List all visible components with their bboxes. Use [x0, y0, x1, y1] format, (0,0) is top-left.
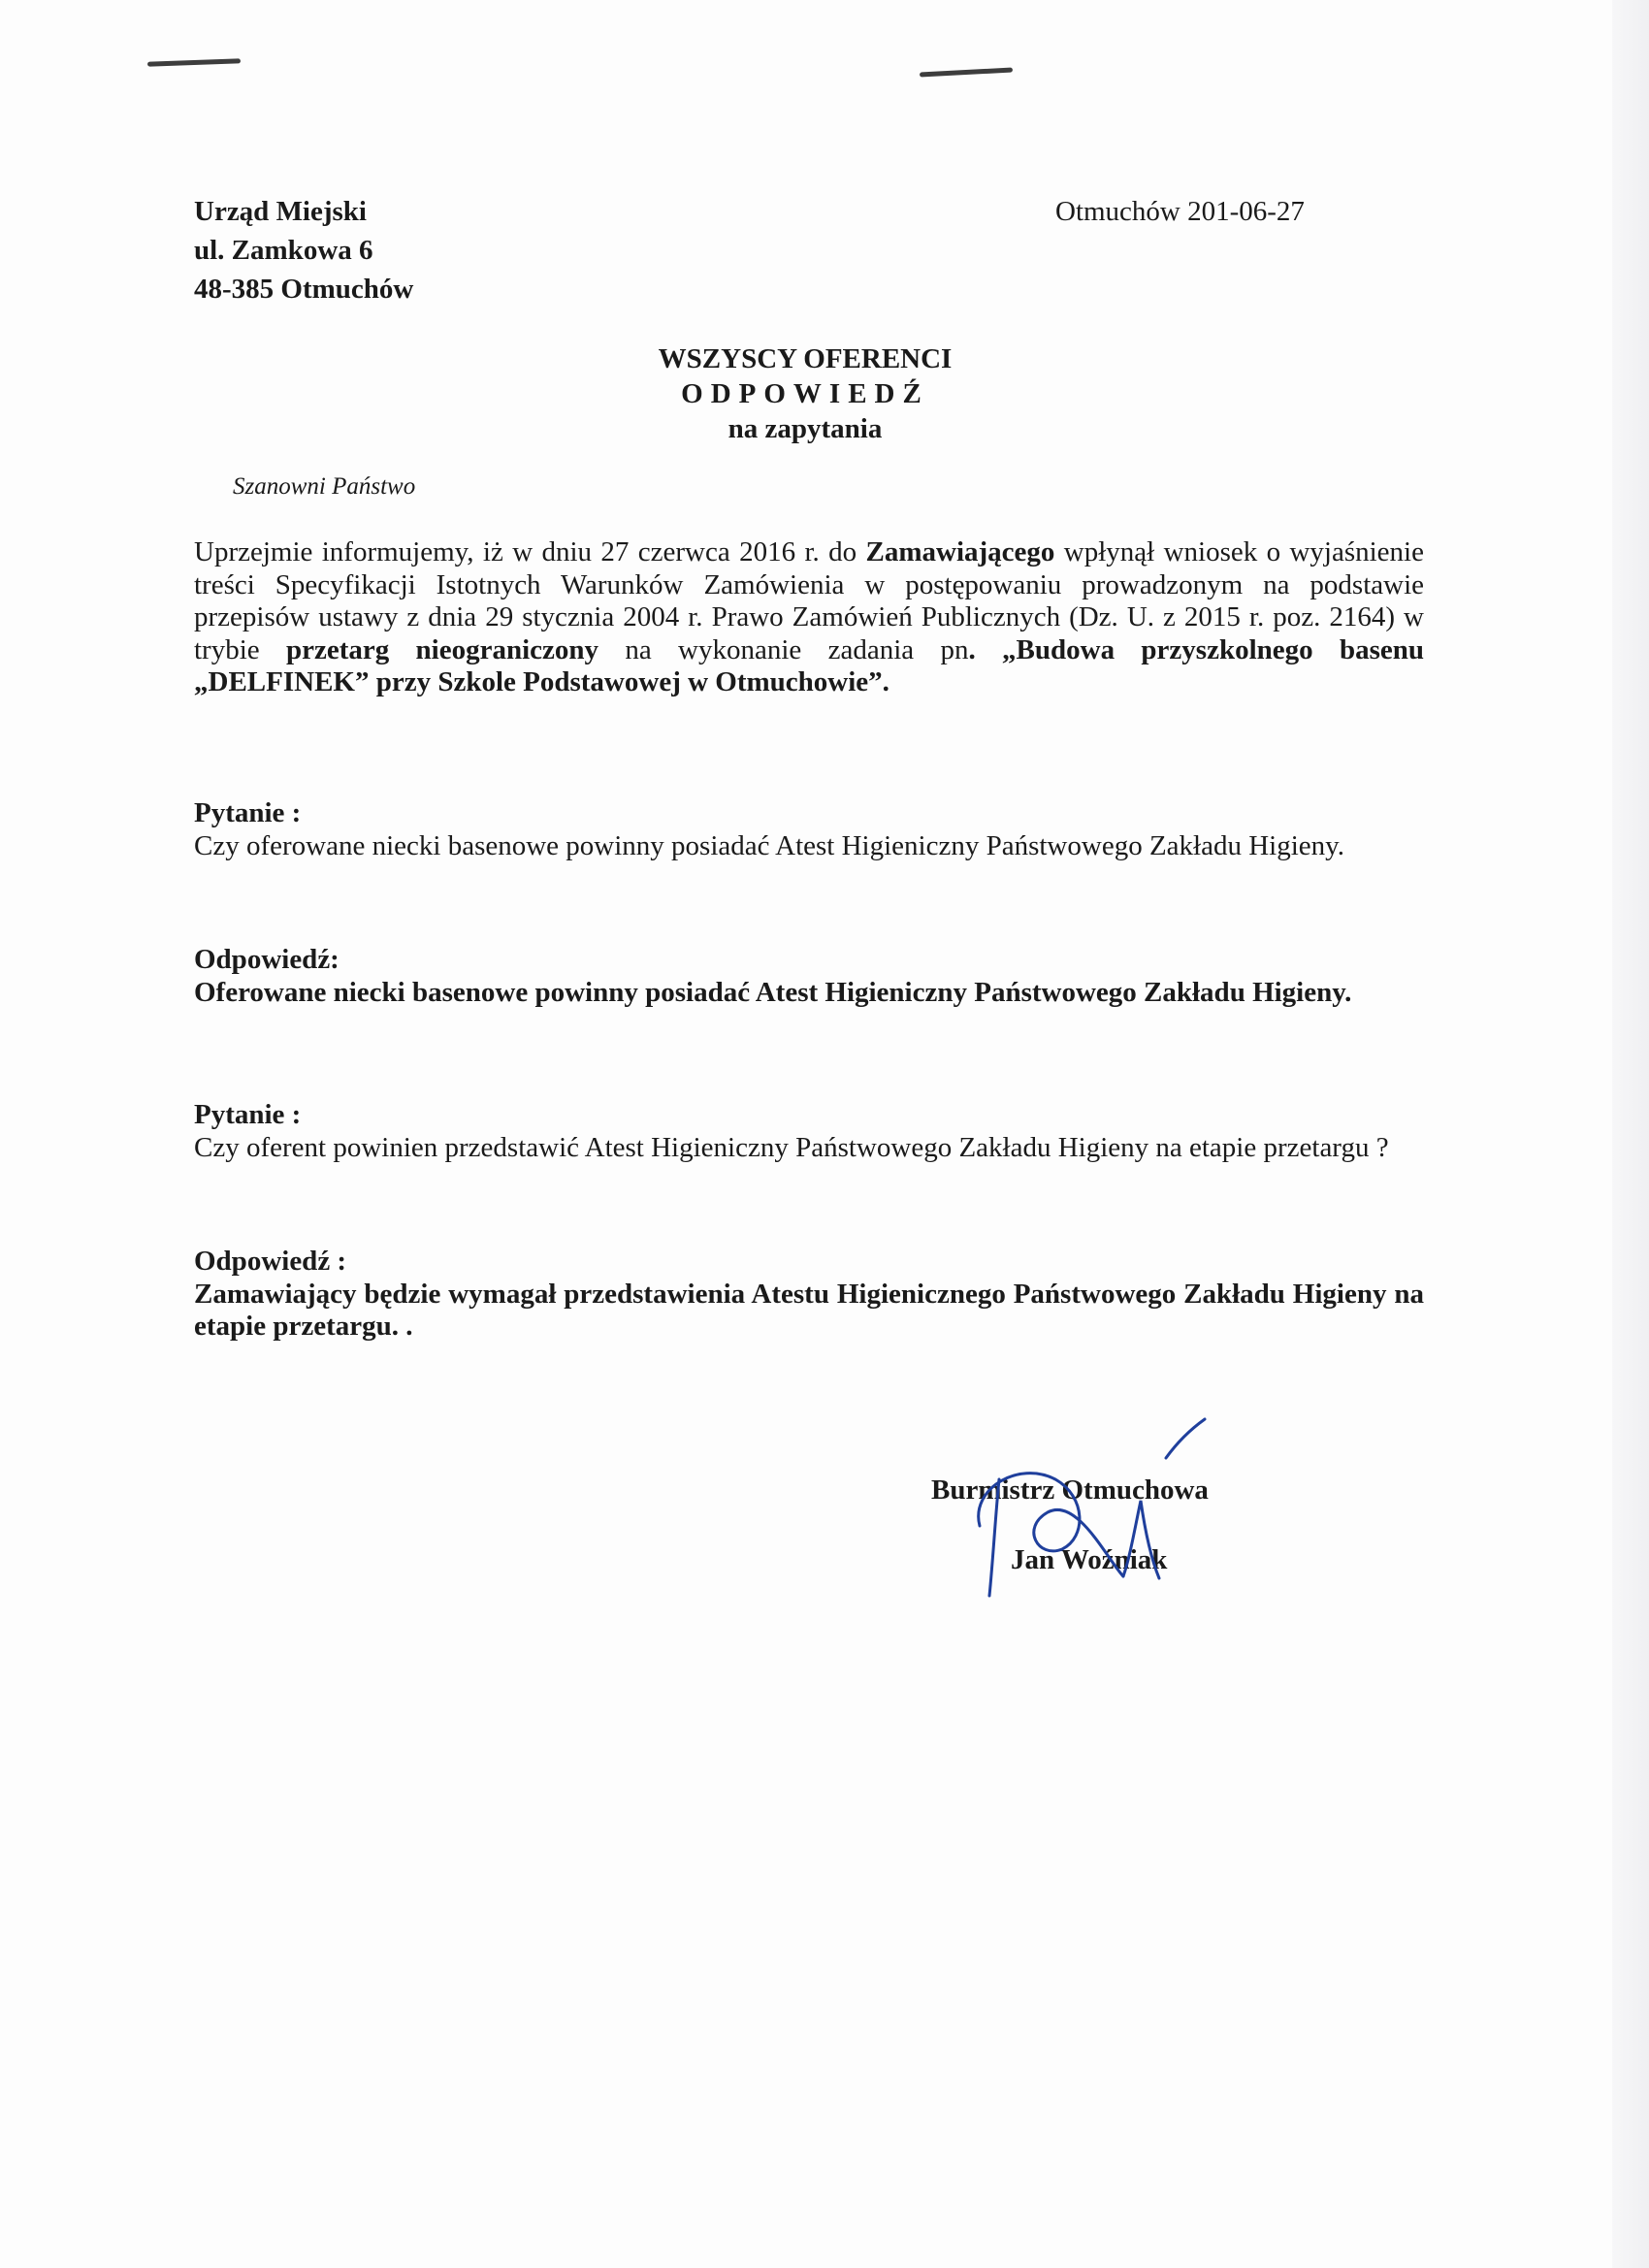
punch-mark-right	[920, 67, 1013, 77]
signature-stroke-peak	[1123, 1501, 1159, 1578]
answer-text: Zamawiający będzie wymagał przedstawienia Atestu Higienicznego Państwowego Zakładu Higieny na etapie przetargu. .	[194, 1278, 1424, 1342]
question-label: Pytanie :	[194, 797, 302, 828]
signature-stroke-tick	[1166, 1419, 1205, 1458]
salutation: Szanowni Państwo	[233, 473, 416, 500]
question-text: Czy oferent powinien przedstawić Atest Higieniczny Państwowego Zakładu Higieny na etapie przetargu ?	[194, 1131, 1389, 1163]
answer-text: Oferowane niecki basenowe powinny posiadać Atest Higieniczny Państwowego Zakładu Higieny.	[194, 976, 1352, 1008]
punch-mark-left	[147, 58, 241, 66]
answer-label: Odpowiedź:	[194, 944, 340, 975]
intro-paragraph	[194, 536, 1424, 699]
answer-block-1	[194, 944, 1424, 1009]
heading-line-1: WSZYSCY OFERENCI	[658, 343, 953, 374]
qa-block-2	[194, 1099, 1424, 1164]
letter-date: Otmuchów 201-06-27	[1055, 196, 1305, 227]
intro-bold-3: . „Budowa przyszkolnego basenu „DELFINEK” przy Szkole Podstawowej w Otmuchowie”.	[194, 633, 1424, 697]
sender-line-2: ul. Zamkowa 6	[194, 235, 373, 266]
sender-line-3: 48-385 Otmuchów	[194, 274, 414, 305]
signature-stroke-vertical	[989, 1479, 999, 1596]
handwritten-signature	[960, 1411, 1232, 1625]
intro-bold-2: przetarg nieograniczony	[285, 633, 599, 665]
scan-edge	[1612, 0, 1649, 2268]
heading-line-2: ODPOWIEDŹ	[681, 378, 929, 409]
sender-line-1: Urząd Miejski	[194, 196, 367, 227]
sender-address	[194, 192, 413, 308]
qa-block-1	[194, 797, 1424, 862]
letter-heading	[543, 341, 1067, 446]
question-label: Pytanie :	[194, 1099, 302, 1130]
answer-block-2	[194, 1246, 1424, 1344]
signatory-title: Burmistrz Otmuchowa	[931, 1474, 1209, 1506]
question-text: Czy oferowane niecki basenowe powinny posiadać Atest Higieniczny Państwowego Zakładu Higieny.	[194, 829, 1344, 861]
signature-stroke-loop	[979, 1474, 1123, 1576]
intro-text-3: na wykonanie zadania pn	[598, 633, 969, 665]
intro-text-1: Uprzejmie informujemy, iż w dniu 27 czerwca 2016 r. do	[194, 536, 866, 567]
intro-bold-1: Zamawiającego	[865, 536, 1055, 567]
intro-text-2: wpłynął wniosek o wyjaśnienie treści Specyfikacji Istotnych Warunków Zamówienia w postępowaniu prowadzonym na podstawie przepisów ustawy z dnia 29 stycznia 2004 r. Prawo Zamówień Publicznych (Dz. U. z 2015 r. poz. 2164) w trybie	[194, 536, 1424, 665]
answer-label: Odpowiedź :	[194, 1246, 347, 1277]
signatory-name: Jan Woźniak	[1011, 1544, 1168, 1575]
heading-line-3: na zapytania	[728, 413, 883, 444]
